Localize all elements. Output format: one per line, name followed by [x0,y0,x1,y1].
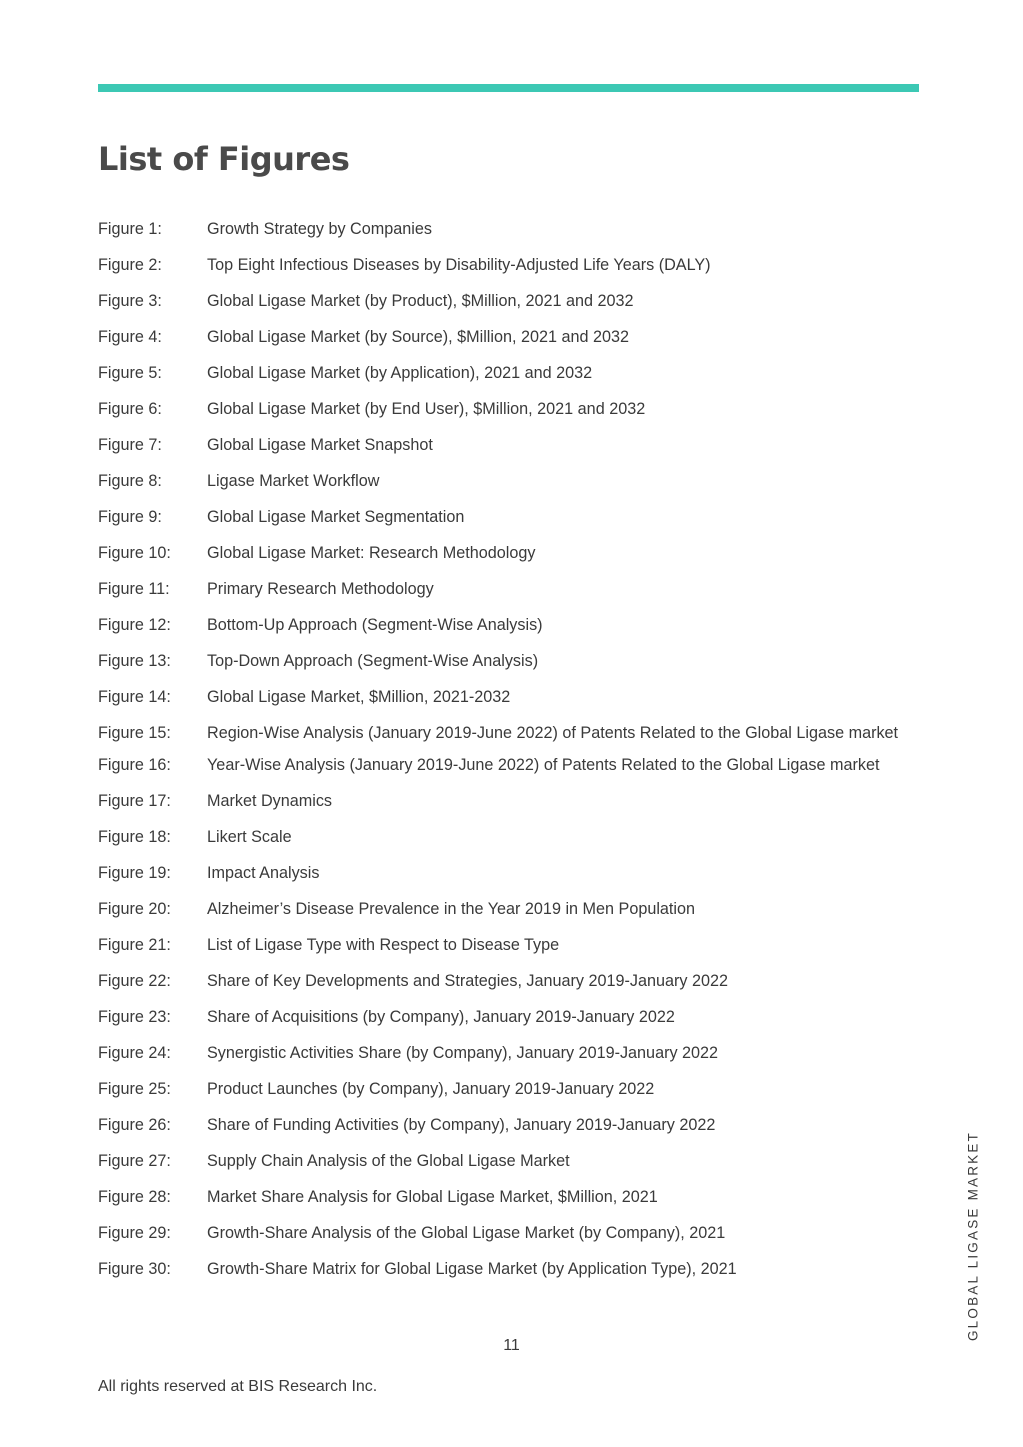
figure-number: Figure 10: [98,544,171,562]
figure-number: Figure 14: [98,688,171,706]
figure-title: Market Dynamics [207,792,333,810]
figure-number: Figure 11: [98,580,170,598]
figure-title: Supply Chain Analysis of the Global Ligase Market [207,1152,570,1170]
list-item[interactable] [98,434,938,456]
figure-title: Synergistic Activities Share (by Company), January 2019-January 2022 [207,1044,719,1062]
list-item[interactable] [98,578,938,600]
figure-title: Growth-Share Analysis of the Global Ligase Market (by Company), 2021 [207,1224,726,1242]
list-item[interactable] [98,398,938,420]
figure-number: Figure 13: [98,652,171,670]
list-item[interactable] [98,326,938,348]
figure-title: Primary Research Methodology [207,580,434,598]
figure-title: Global Ligase Market: Research Methodology [207,544,536,562]
figure-title: Growth Strategy by Companies [207,220,432,238]
list-item[interactable] [98,1006,938,1028]
figure-title: Impact Analysis [207,864,320,882]
list-item[interactable] [98,362,938,384]
list-item[interactable] [98,290,938,312]
figure-number: Figure 21: [98,936,171,954]
figure-number: Figure 3: [98,292,162,310]
figure-number: Figure 30: [98,1260,171,1278]
figure-number: Figure 8: [98,472,162,490]
figure-title: Global Ligase Market Segmentation [207,508,465,526]
figure-title: Year-Wise Analysis (January 2019-June 2022) of Patents Related to the Global Ligase market [207,756,880,774]
list-item[interactable] [98,1078,938,1100]
list-item[interactable] [98,1114,938,1136]
figure-number: Figure 4: [98,328,162,346]
list-item[interactable] [98,686,938,708]
list-item[interactable] [98,862,938,884]
figure-title: Share of Acquisitions (by Company), January 2019-January 2022 [207,1008,675,1026]
figure-title: Global Ligase Market (by Product), $Million, 2021 and 2032 [207,292,634,310]
list-item[interactable] [98,1186,938,1208]
figure-title: Growth-Share Matrix for Global Ligase Market (by Application Type), 2021 [207,1260,737,1278]
side-label-text: GLOBAL LIGASE MARKET [965,1130,981,1342]
figure-title: List of Ligase Type with Respect to Disease Type [207,936,560,954]
figure-number: Figure 5: [98,364,162,382]
figure-title: Global Ligase Market (by Source), $Million, 2021 and 2032 [207,328,630,346]
page-number: 11 [503,1337,520,1354]
figure-title: Ligase Market Workflow [207,472,380,490]
figure-title: Market Share Analysis for Global Ligase Market, $Million, 2021 [207,1188,658,1206]
list-item[interactable] [98,1042,938,1064]
figure-title: Share of Funding Activities (by Company), January 2019-January 2022 [207,1116,716,1134]
figure-number: Figure 25: [98,1080,171,1098]
footer-copyright: All rights reserved at BIS Research Inc. [98,1378,378,1395]
list-item[interactable] [98,218,938,240]
figure-title: Top Eight Infectious Diseases by Disability-Adjusted Life Years (DALY) [207,256,711,274]
list-item[interactable] [98,1258,938,1280]
figure-number: Figure 19: [98,864,171,882]
figure-title: Region-Wise Analysis (January 2019-June 2022) of Patents Related to the Global Ligase market [207,724,899,742]
figure-number: Figure 15: [98,724,171,742]
figure-list [98,218,938,1294]
figure-title: Global Ligase Market Snapshot [207,436,433,454]
figure-number: Figure 7: [98,436,162,454]
figure-title: Likert Scale [207,828,292,846]
figure-title: Global Ligase Market (by End User), $Million, 2021 and 2032 [207,400,646,418]
figure-number: Figure 28: [98,1188,171,1206]
list-item[interactable] [98,970,938,992]
list-item[interactable] [98,506,938,528]
figure-title: Alzheimer’s Disease Prevalence in the Year 2019 in Men Population [207,900,696,918]
figure-number: Figure 27: [98,1152,171,1170]
figure-title: Global Ligase Market, $Million, 2021-2032 [207,688,511,706]
list-item[interactable] [98,1150,938,1172]
list-item[interactable] [98,470,938,492]
figure-number: Figure 1: [98,220,162,238]
list-item[interactable] [98,718,938,749]
list-item[interactable] [98,254,938,276]
figure-number: Figure 6: [98,400,162,418]
list-item[interactable] [98,1222,938,1244]
page-title: List of Figures [98,140,350,178]
figure-number: Figure 22: [98,972,171,990]
figure-number: Figure 9: [98,508,162,526]
figure-number: Figure 18: [98,828,171,846]
figure-number: Figure 29: [98,1224,171,1242]
list-item[interactable] [98,790,938,812]
list-item[interactable] [98,754,938,776]
figure-number: Figure 12: [98,616,171,634]
list-item[interactable] [98,542,938,564]
figure-title: Share of Key Developments and Strategies, January 2019-January 2022 [207,972,729,990]
list-item[interactable] [98,650,938,672]
list-item[interactable] [98,614,938,636]
list-item[interactable] [98,826,938,848]
figure-number: Figure 23: [98,1008,171,1026]
figure-title: Product Launches (by Company), January 2019-January 2022 [207,1080,655,1098]
figure-number: Figure 16: [98,756,171,774]
figure-number: Figure 17: [98,792,171,810]
accent-bar [98,84,919,92]
list-item[interactable] [98,898,938,920]
figure-title: Bottom-Up Approach (Segment-Wise Analysis) [207,616,543,634]
figure-number: Figure 24: [98,1044,171,1062]
figure-number: Figure 26: [98,1116,171,1134]
figure-number: Figure 20: [98,900,171,918]
figure-number: Figure 2: [98,256,162,274]
figure-title: Top-Down Approach (Segment-Wise Analysis) [207,652,539,670]
list-item[interactable] [98,934,938,956]
figure-title: Global Ligase Market (by Application), 2021 and 2032 [207,364,593,382]
